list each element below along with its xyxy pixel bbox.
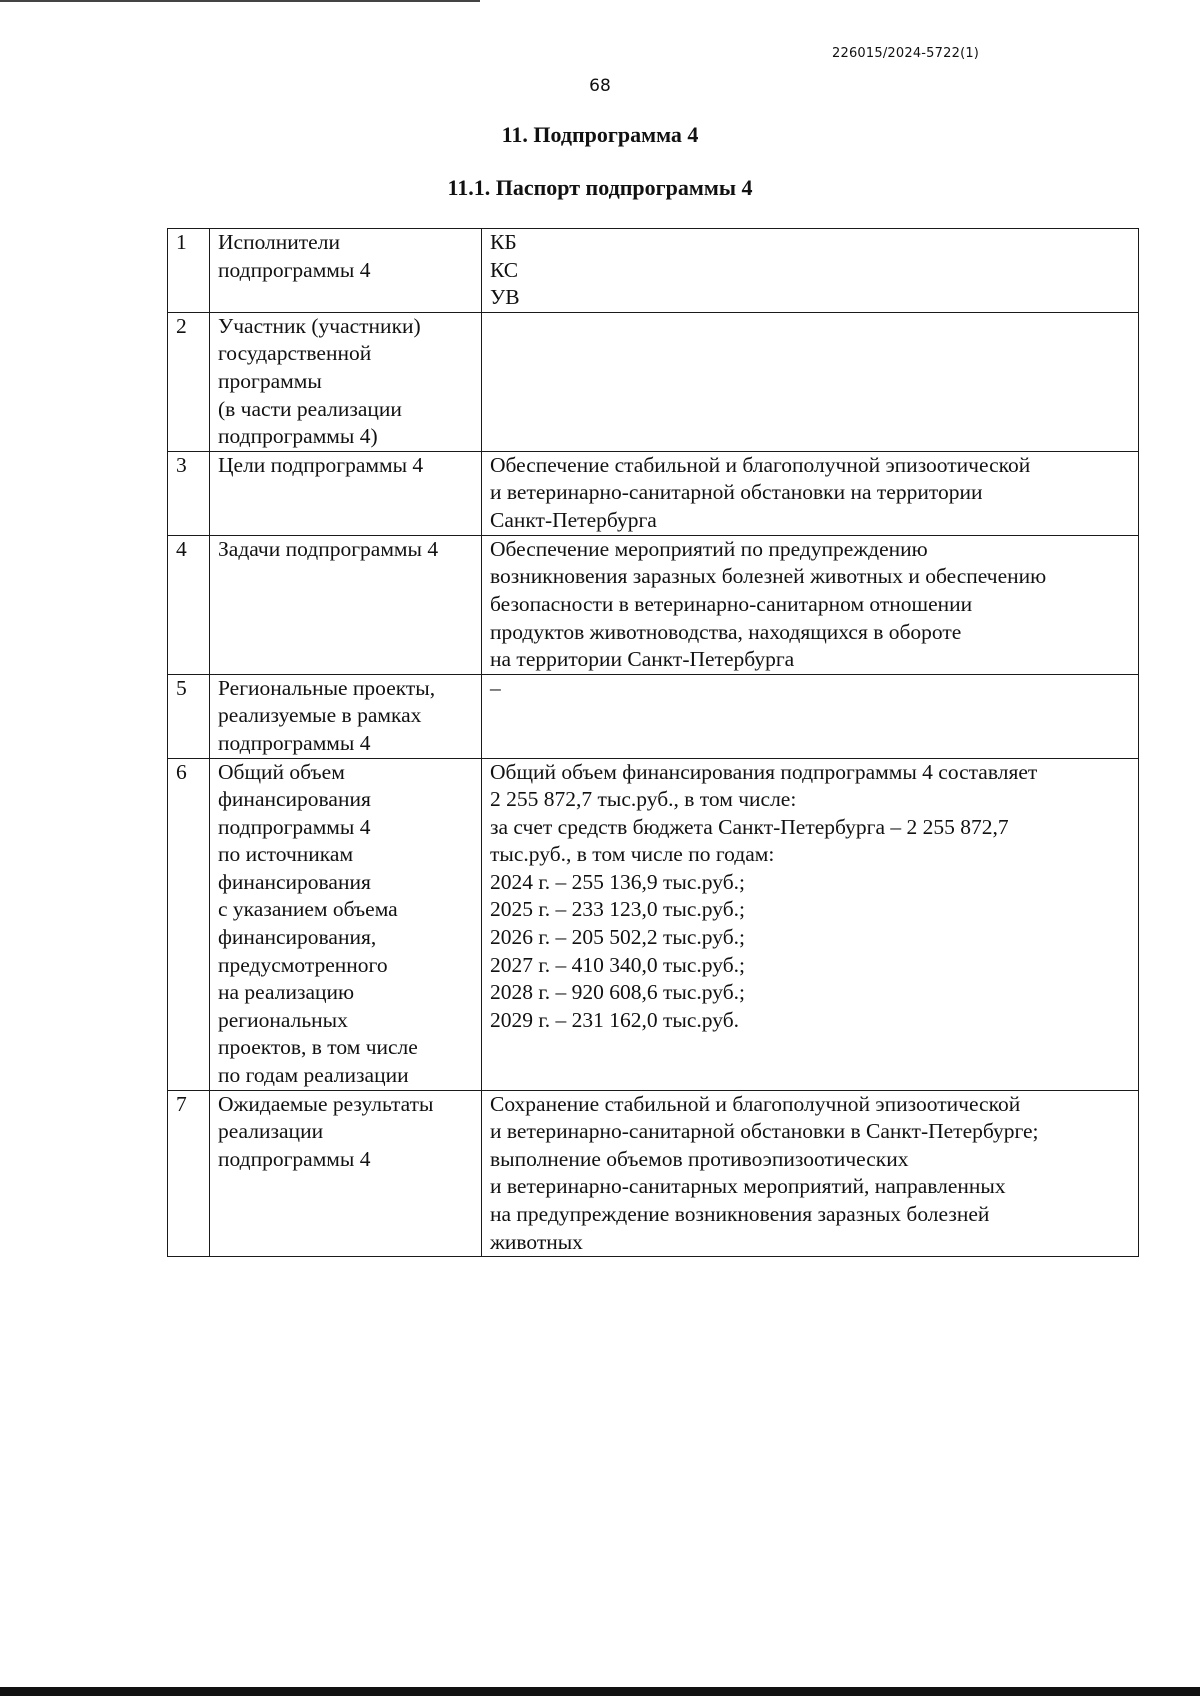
row-name-line: Задачи подпрограммы 4 <box>218 536 439 561</box>
row-name-line: предусмотренного <box>218 952 388 977</box>
row-name-cell <box>210 312 482 451</box>
row-name-line: (в части реализации <box>218 396 402 421</box>
row-name-line: региональных <box>218 1007 348 1032</box>
row-value-line: и ветеринарно-санитарной обстановки в Санкт-Петербурге; <box>490 1119 1039 1144</box>
row-value-line: 2025 г. – 233 123,0 тыс.руб.; <box>490 897 745 922</box>
row-name-line: Исполнители <box>218 230 340 254</box>
passport-row <box>168 674 1139 758</box>
row-value-cell <box>482 758 1139 1090</box>
row-value-line: Обеспечение мероприятий по предупреждению <box>490 536 928 561</box>
row-number-cell: 7 <box>168 1090 210 1257</box>
scan-bottom-band <box>0 1687 1200 1696</box>
row-name-line: программы <box>218 368 322 393</box>
row-value-cell <box>482 535 1139 674</box>
row-name-line: подпрограммы 4 <box>218 257 371 282</box>
row-value-line: КС <box>490 257 519 282</box>
passport-row <box>168 451 1139 535</box>
row-value-cell <box>482 1090 1139 1257</box>
row-value-cell <box>482 674 1139 758</box>
row-name-cell <box>210 758 482 1090</box>
row-name-line: государственной <box>218 341 372 366</box>
row-value-line: Общий объем финансирования подпрограммы 4 составляет <box>490 759 1038 784</box>
row-name-line: Участник (участники) <box>218 313 421 338</box>
row-name-line: по годам реализации <box>218 1063 409 1088</box>
row-value-cell <box>482 312 1139 451</box>
row-value-line: выполнение объемов противоэпизоотических <box>490 1146 909 1171</box>
row-number-cell: 1 <box>168 229 210 313</box>
row-value-line: 2028 г. – 920 608,6 тыс.руб.; <box>490 980 745 1005</box>
row-name-line: финансирования <box>218 787 371 812</box>
row-value-line: 2026 г. – 205 502,2 тыс.руб.; <box>490 925 745 950</box>
row-name-line: по источникам <box>218 842 354 867</box>
row-value-cell <box>482 229 1139 313</box>
row-name-line: реализуемые в рамках <box>218 703 422 728</box>
scan-edge-line <box>0 0 480 2</box>
row-name-line: Общий объем <box>218 759 345 784</box>
row-value-line: Обеспечение стабильной и благополучной эпизоотической <box>490 452 1031 477</box>
row-value-line: Сохранение стабильной и благополучной эпизоотической <box>490 1091 1021 1116</box>
row-number-cell: 4 <box>168 535 210 674</box>
row-value-line: на территории Санкт-Петербурга <box>490 647 795 672</box>
row-name-line: подпрограммы 4 <box>218 730 371 755</box>
row-value-line: и ветеринарно-санитарной обстановки на территории <box>490 480 983 505</box>
row-value-line: тыс.руб., в том числе по годам: <box>490 842 775 867</box>
row-value-line: КБ <box>490 230 517 254</box>
row-name-line: финансирования, <box>218 925 377 950</box>
passport-row <box>168 758 1139 1090</box>
row-value-line: – <box>490 675 501 700</box>
passport-row <box>168 1090 1139 1257</box>
row-value-line: продуктов животноводства, находящихся в обороте <box>490 619 962 644</box>
row-number-cell: 5 <box>168 674 210 758</box>
row-value-line: и ветеринарно-санитарных мероприятий, направленных <box>490 1174 1006 1199</box>
row-number-cell: 2 <box>168 312 210 451</box>
row-value-line: УВ <box>490 285 520 310</box>
row-name-line: Ожидаемые результаты <box>218 1091 434 1116</box>
row-name-cell <box>210 229 482 313</box>
row-number-cell: 6 <box>168 758 210 1090</box>
subprogram-passport-table <box>167 228 1139 1257</box>
row-value-line: 2029 г. – 231 162,0 тыс.руб. <box>490 1007 740 1032</box>
row-value-line: 2027 г. – 410 340,0 тыс.руб.; <box>490 952 745 977</box>
row-value-line: возникновения заразных болезней животных и обеспечению <box>490 564 1047 589</box>
passport-row <box>168 535 1139 674</box>
row-number-cell: 3 <box>168 451 210 535</box>
row-name-line: Региональные проекты, <box>218 675 436 700</box>
row-name-line: подпрограммы 4 <box>218 814 371 839</box>
row-value-line: на предупреждение возникновения заразных болезней <box>490 1202 990 1226</box>
passport-title: 11.1. Паспорт подпрограммы 4 <box>447 175 753 200</box>
row-name-cell <box>210 674 482 758</box>
passport-row <box>168 312 1139 451</box>
row-name-line: подпрограммы 4) <box>218 424 378 449</box>
row-name-line: на реализацию <box>218 980 355 1005</box>
row-value-line: за счет средств бюджета Санкт-Петербурга – 2 255 872,7 <box>490 814 1009 839</box>
row-name-line: проектов, в том числе <box>218 1035 418 1060</box>
passport-row <box>168 229 1139 313</box>
row-name-cell <box>210 535 482 674</box>
document-registration-number: 226015/2024-5722(1) <box>832 46 980 61</box>
row-value-line: Санкт-Петербурга <box>490 507 657 532</box>
row-value-line: животных <box>490 1229 583 1254</box>
page-number: 68 <box>589 76 611 96</box>
row-name-cell <box>210 1090 482 1257</box>
row-value-line: безопасности в ветеринарно-санитарном отношении <box>490 591 973 616</box>
row-name-line: Цели подпрограммы 4 <box>218 452 424 477</box>
row-value-line: 2 255 872,7 тыс.руб., в том числе: <box>490 787 797 812</box>
passport-table-body <box>168 229 1139 1257</box>
row-name-cell <box>210 451 482 535</box>
row-value-line: 2024 г. – 255 136,9 тыс.руб.; <box>490 869 745 894</box>
section-title: 11. Подпрограмма 4 <box>501 122 699 147</box>
row-name-line: финансирования <box>218 869 371 894</box>
row-name-line: подпрограммы 4 <box>218 1146 371 1171</box>
row-name-line: реализации <box>218 1119 324 1144</box>
row-name-line: с указанием объема <box>218 897 398 922</box>
row-value-cell <box>482 451 1139 535</box>
